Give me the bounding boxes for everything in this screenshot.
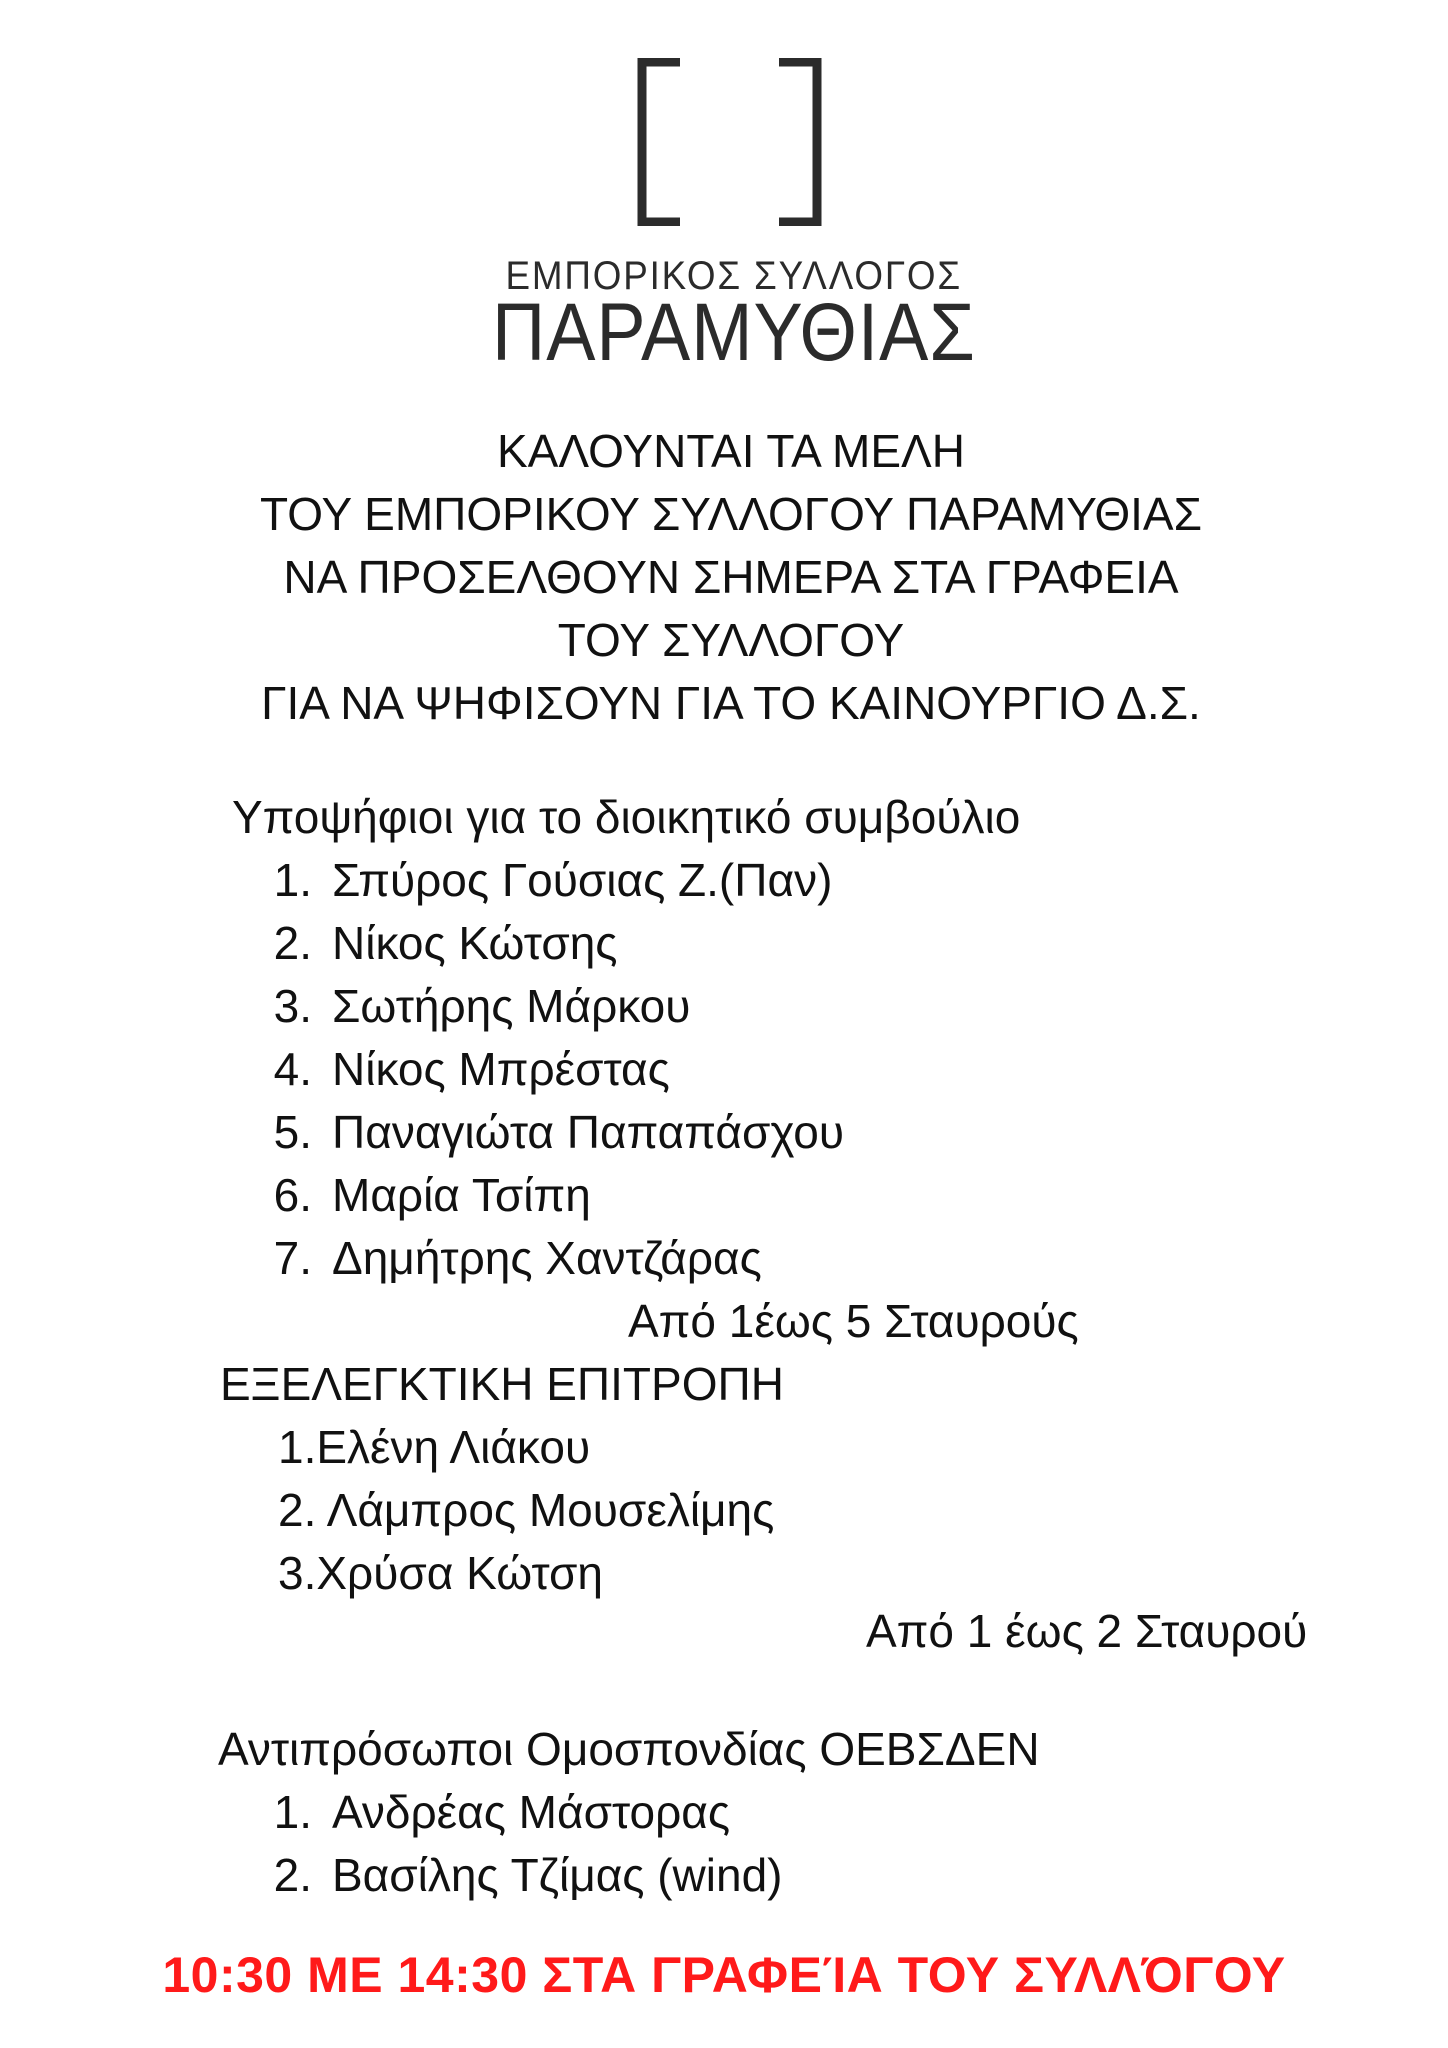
announcement-line: ΝΑ ΠΡΟΣΕΛΘΟΥΝ ΣΗΜΕΡΑ ΣΤΑ ΓΡΑΦΕΙΑ <box>283 551 1179 603</box>
board-heading: Υποψήφιοι για το διοικητικό συμβούλιο <box>232 791 1021 843</box>
list-item <box>248 849 844 912</box>
list-number: 7. <box>273 1232 312 1284</box>
candidate-name: Σπύρος Γούσιας Ζ.(Παν) <box>332 854 833 906</box>
candidate-name: Ανδρέας Μάστορας <box>332 1786 731 1838</box>
logo-subtitle: ΕΜΠΟΡΙΚΟΣ ΣΥΛΛΟΓΟΣ <box>505 254 962 298</box>
list-item <box>248 1164 844 1227</box>
audit-heading: ΕΞΕΛΕΓΚΤΙΚΗ ΕΠΙΤΡΟΠΗ <box>220 1358 784 1410</box>
announcement-line: ΤΟΥ ΕΜΠΟΡΙΚΟΥ ΣΥΛΛΟΓΟΥ ΠΑΡΑΜΥΘΙΑΣ <box>259 488 1203 540</box>
candidate-name: Νίκος Κώτσης <box>332 917 618 969</box>
list-number: 3. <box>273 980 312 1032</box>
candidate-name: Παναγιώτα Παπαπάσχου <box>332 1106 844 1158</box>
list-item: 3.Χρύσα Κώτση <box>278 1547 604 1599</box>
list-number: 4. <box>273 1043 312 1095</box>
announcement-line: ΓΙΑ ΝΑ ΨΗΦΙΣΟΥΝ ΓΙΑ ΤΟ ΚΑΙΝΟΥΡΓΙΟ Δ.Σ. <box>261 677 1201 729</box>
announcement-line: ΤΟΥ ΣΥΛΛΟΓΟΥ <box>557 614 905 666</box>
list-item <box>248 912 844 975</box>
voting-hours-footer: 10:30 ΜΕ 14:30 ΣΤΑ ΓΡΑΦΕΊΑ ΤΟΥ ΣΥΛΛΌΓΟΥ <box>162 1947 1286 2003</box>
audit-crosses-note: Από 1 έως 2 Σταυρού <box>866 1605 1308 1657</box>
list-item <box>248 1227 844 1290</box>
candidate-name: Νίκος Μπρέστας <box>332 1043 670 1095</box>
list-item <box>248 1781 782 1844</box>
list-item <box>248 1101 844 1164</box>
logo-title: ΠΑΡΑΜΥΘΙΑΣ <box>491 287 976 378</box>
candidate-name: Σωτήρης Μάρκου <box>332 980 691 1032</box>
list-number: 2. <box>273 1849 312 1901</box>
list-number: 5. <box>273 1106 312 1158</box>
board-crosses-note: Από 1έως 5 Σταυρούς <box>628 1295 1079 1347</box>
announcement-line: ΚΑΛΟΥΝΤΑΙ ΤΑ ΜΕΛΗ <box>497 425 965 477</box>
square-brackets-logo-icon <box>636 58 823 226</box>
list-number: 1. <box>273 1786 312 1838</box>
list-item: 1.Ελένη Λιάκου <box>278 1421 591 1473</box>
list-number: 6. <box>273 1169 312 1221</box>
list-number: 1. <box>273 854 312 906</box>
candidate-name: Βασίλης Τζίμας (wind) <box>332 1849 783 1901</box>
list-number: 2. <box>273 917 312 969</box>
list-item <box>248 1844 782 1907</box>
candidate-name: Δημήτρης Χαντζάρας <box>332 1232 762 1284</box>
announcement <box>0 420 1448 735</box>
federation-heading: Αντιπρόσωποι Ομοσπονδίας ΟΕΒΣΔΕΝ <box>218 1723 1040 1775</box>
candidate-name: Μαρία Τσίπη <box>332 1169 591 1221</box>
list-item <box>248 1038 844 1101</box>
list-item: 2. Λάμπρος Μουσελίμης <box>278 1484 775 1536</box>
audit-candidate-list <box>278 1416 774 1605</box>
list-item <box>248 975 844 1038</box>
board-candidate-list <box>248 849 844 1290</box>
federation-candidate-list <box>248 1781 782 1907</box>
